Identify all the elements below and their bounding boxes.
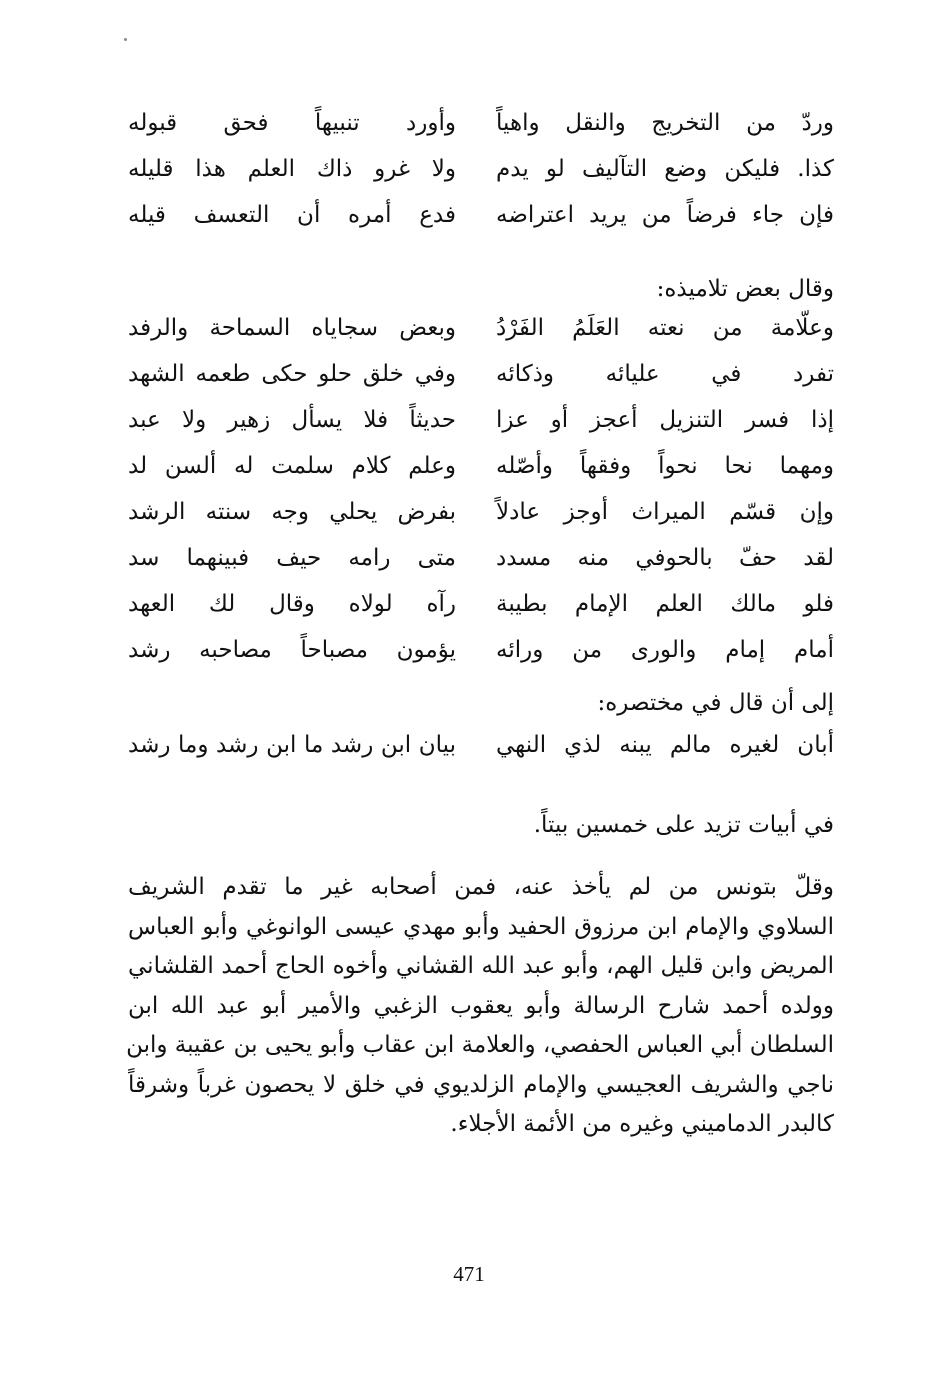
verse-first-hemistich: وردّ من التخريج والنقل واهياً (496, 110, 834, 136)
outro-line: في أبيات تزيد على خمسين بيتاً. (533, 812, 834, 838)
prose-line: كالبدر الدماميني وغيره من الأئمة الأجلاء. (450, 1111, 834, 1137)
prose-line: السلاوي والإمام ابن مرزوق الحفيد وأبو مهدي عيسى الوانوغي وأبو العباس (128, 913, 834, 940)
verse-first-hemistich: وعلّامة من نعته العَلَمُ الفَرْدُ (496, 315, 834, 341)
verse-second-hemistich: متى رامه حيف فبينهما سد (128, 545, 456, 571)
verse-first-hemistich: وإن قسّم الميراث أوجز عادلاً (496, 499, 834, 525)
verse-row (128, 581, 834, 627)
verse-row (128, 305, 834, 351)
prose-line: السلطان أبي العباس الحفصي، والعلامة ابن عقاب وأبو يحيى بن عقيبة وابن (126, 1032, 834, 1058)
verse-second-hemistich: فدع أمره أن التعسف قيله (128, 202, 456, 228)
verse-first-hemistich: ومهما نحا نحواً وفقهاً وأصّله (496, 453, 834, 479)
verse-second-hemistich: بيان ابن رشد ما ابن رشد وما رشد (128, 732, 456, 758)
verse-row (128, 397, 834, 443)
verse-second-hemistich: رآه لولاه وقال لك العهد (128, 591, 456, 617)
intro-line-1: وقال بعض تلاميذه: (656, 276, 834, 302)
verse-second-hemistich: يؤمون مصباحاً مصاحبه رشد (128, 637, 456, 663)
verse-block-2 (128, 305, 834, 673)
verse-row (128, 627, 834, 673)
verse-second-hemistich: وعلم كلام سلمت له ألسن لد (128, 453, 456, 479)
scan-speck (124, 38, 127, 41)
verse-row (128, 443, 834, 489)
verse-row (128, 489, 834, 535)
verse-second-hemistich: بفرض يحلي وجه سنته الرشد (128, 499, 456, 525)
verse-block-3 (128, 722, 834, 768)
intro-line-2: إلى أن قال في مختصره: (597, 690, 834, 716)
verse-first-hemistich: أبان لغيره مالم يبنه لذي النهي (496, 732, 834, 758)
verse-second-hemistich: ولا غرو ذاك العلم هذا قليله (128, 156, 456, 182)
verse-row (128, 351, 834, 397)
verse-row (128, 146, 834, 192)
verse-second-hemistich: وفي خلق حلو حكى طعمه الشهد (128, 361, 456, 387)
prose-line: وقلّ بتونس من لم يأخذ عنه، فمن أصحابه غير ما تقدم الشريف (128, 874, 834, 900)
prose-line: وولده أحمد شارح الرسالة وأبو يعقوب الزغبي والأمير أبو عبد الله ابن (128, 992, 834, 1019)
prose-paragraph (128, 868, 834, 1145)
verse-second-hemistich: حديثاً فلا يسأل زهير ولا عبد (128, 407, 456, 433)
verse-row (128, 535, 834, 581)
page-number: 471 (453, 1262, 485, 1286)
verse-first-hemistich: كذا. فليكن وضع التآليف لو يدم (496, 156, 834, 182)
verse-first-hemistich: لقد حفّ بالحوفي منه مسدد (496, 545, 834, 571)
verse-first-hemistich: أمام إمام والورى من ورائه (496, 637, 834, 663)
verse-first-hemistich: فلو مالك العلم الإمام بطيبة (496, 591, 834, 617)
verse-first-hemistich: تفرد في عليائه وذكائه (496, 361, 834, 387)
verse-second-hemistich: وبعض سجاياه السماحة والرفد (128, 315, 456, 341)
verse-row (128, 192, 834, 238)
prose-line: ناجي والشريف العجيسي والإمام الزلديوي في خلق لا يحصون غرباً وشرقاً (128, 1071, 834, 1098)
verse-row (128, 100, 834, 146)
verse-block-1 (128, 100, 834, 238)
verse-first-hemistich: فإن جاء فرضاً من يريد اعتراضه (496, 202, 834, 228)
verse-row (128, 722, 834, 768)
verse-second-hemistich: وأورد تنبيهاً فحق قبوله (128, 110, 456, 136)
verse-first-hemistich: إذا فسر التنزيل أعجز أو عزا (496, 407, 834, 433)
prose-line: المريض وابن قليل الهم، وأبو عبد الله القشاني وأخوه الحاج أحمد القلشاني (128, 953, 834, 979)
